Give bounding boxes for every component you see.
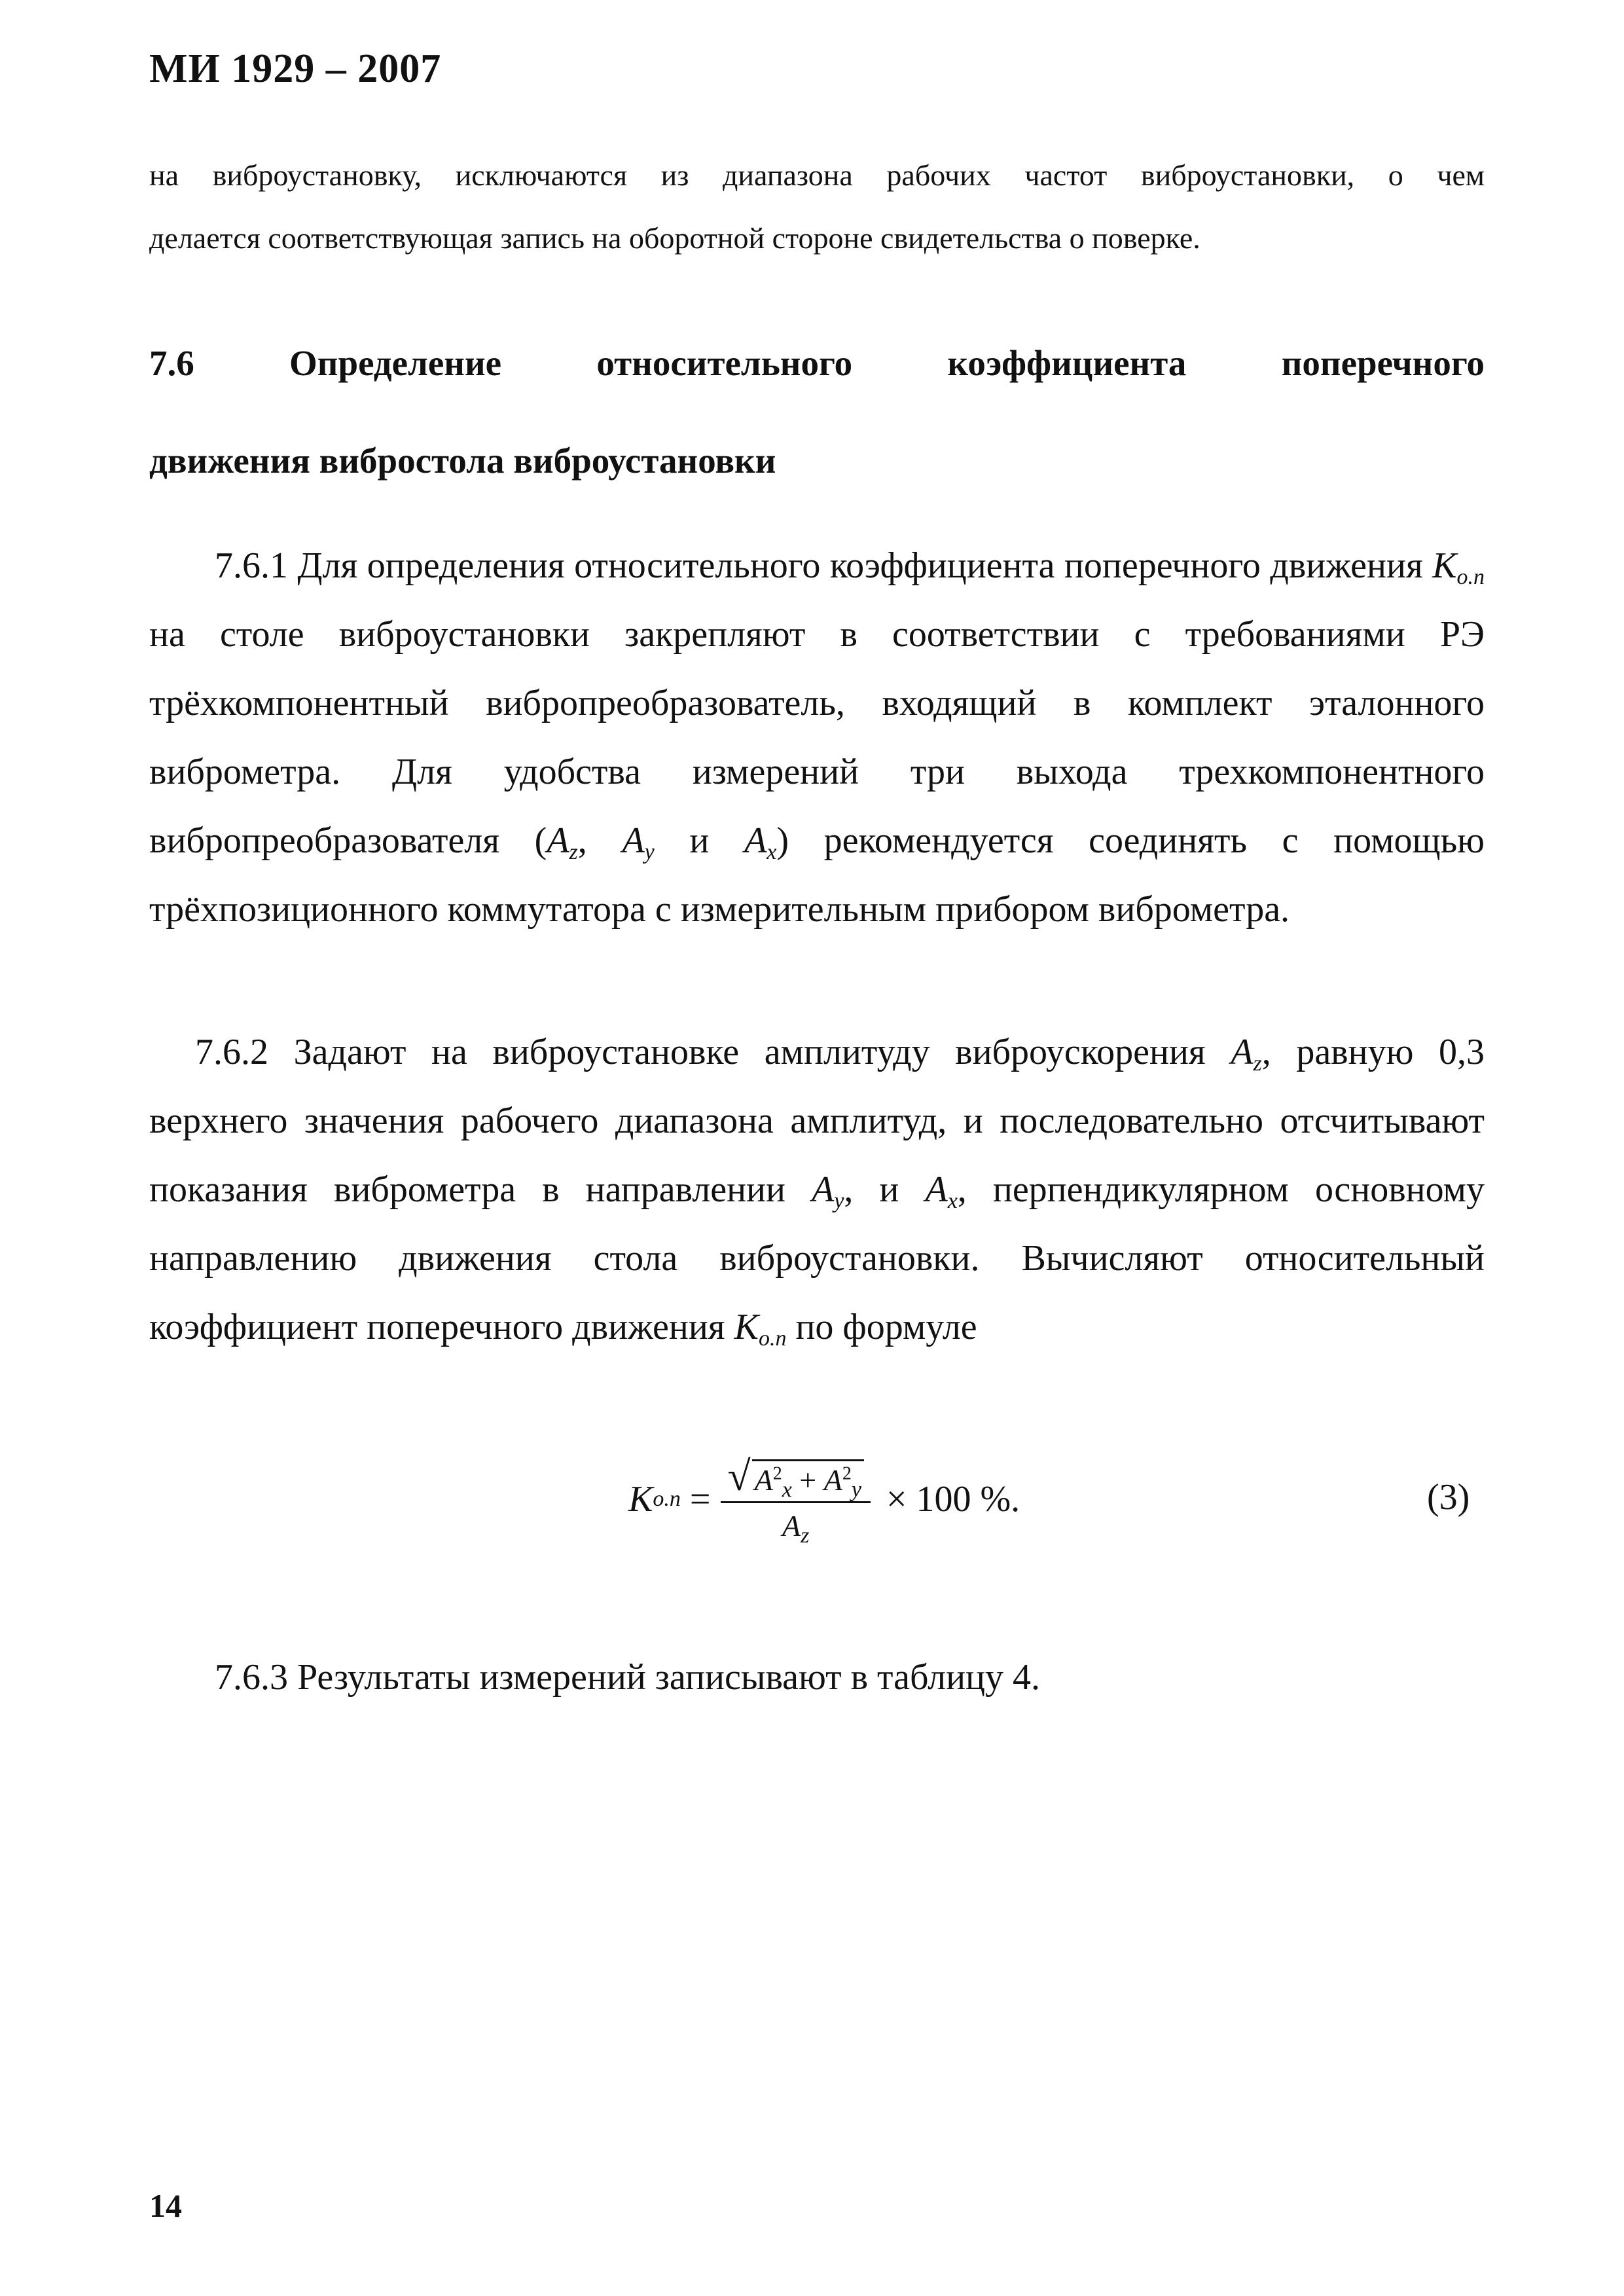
p761-sep-1: ,: [577, 820, 623, 861]
p762-sep: , и: [844, 1169, 926, 1210]
p761-sub-z: z: [569, 840, 578, 864]
paragraph-7-6-1: [149, 532, 1485, 944]
p761-text-3: ) рекомендуется соединять с помощью трёхпозиционного коммутатора с измерительным прибором виброметра.: [149, 820, 1485, 930]
formula-radicand: [752, 1459, 864, 1502]
p761-var-a-z: A: [547, 820, 569, 861]
section-heading-line1: [149, 340, 1485, 386]
formula-fraction: [721, 1453, 870, 1548]
formula-num-a-y-sup: 2: [842, 1463, 852, 1484]
p761-sep-2: и: [654, 820, 745, 861]
p761-text-1: 7.6.1 Для определения относительного коэффициента поперечного движения: [215, 545, 1433, 586]
p762-sub-y: y: [834, 1189, 844, 1213]
formula-den-var: A: [782, 1509, 801, 1542]
heading-word-3: коэффициента: [947, 343, 1187, 383]
formula-num-a-y: A: [823, 1463, 842, 1497]
paragraph-7-6-3: [149, 1643, 1485, 1712]
formula-num-a-y-sub: y: [851, 1478, 861, 1502]
continuation-line-1: на виброустановку, исключаются из диапазона рабочих частот виброустановки, о чем: [149, 158, 1485, 192]
equation-number: (3): [1427, 1477, 1470, 1518]
p762-sub-k: о.п: [758, 1326, 787, 1351]
p762-text-3: , перпендикулярном основному направлению движения стола виброустановки. Вычисляют относительный коэффициент поперечного движения: [149, 1169, 1485, 1347]
formula-multiplier: × 100 %.: [886, 1479, 1020, 1520]
p761-sub-x: x: [767, 840, 777, 864]
p761-var-k: K: [1432, 545, 1457, 586]
heading-word-2: относительного: [596, 343, 853, 383]
section-heading: [149, 340, 1485, 484]
formula-plus: +: [791, 1463, 824, 1497]
document-code: МИ 1929 – 2007: [149, 46, 442, 91]
p762-var-k: K: [734, 1307, 759, 1347]
p762-text-1: 7.6.2 Задают на виброустановке амплитуду виброускорения: [195, 1032, 1231, 1072]
section-number: 7.6: [149, 343, 194, 383]
p761-var-a-x: A: [744, 820, 767, 861]
p761-text-2: на столе виброустановки закрепляют в соответствии с требованиями РЭ трёхкомпонентный вибропреобразователь, входящий в комплект эталонного виброметра. Для удобства измерений три выхода трехкомпонентного вибропреобразователя (: [149, 614, 1485, 861]
section-heading-line2: движения вибростола виброустановки: [149, 441, 776, 481]
formula-den-sub: z: [801, 1523, 810, 1548]
p762-text-2: , равную 0,3 верхнего значения рабочего диапазона амплитуд, и последовательно отсчитывают показания виброметра в направлении: [149, 1032, 1485, 1210]
continuation-line-2: делается соответствующая запись на оборотной стороне свидетельства о поверке.: [149, 221, 1200, 255]
p762-var-a-z: A: [1231, 1032, 1254, 1072]
formula-lhs-var: K: [628, 1479, 653, 1520]
formula-num-a-x: A: [754, 1463, 773, 1497]
heading-word-4: поперечного: [1281, 343, 1485, 383]
formula-numerator: [721, 1455, 870, 1503]
p762-var-a-y: A: [812, 1169, 835, 1210]
p761-var-a-y: A: [622, 820, 645, 861]
p762-var-a-x: A: [925, 1169, 948, 1210]
p761-sub-y: y: [644, 840, 655, 864]
formula-3: K о.п = √ $A^2_x + A^2_y$ $A_z$ × 100 %.: [628, 1453, 1020, 1548]
p762-sub-x: x: [947, 1189, 958, 1213]
formula-num-a-x-sub: x: [782, 1478, 792, 1502]
p762-sub-z: z: [1253, 1051, 1262, 1076]
p761-sub-k: о.п: [1456, 565, 1485, 589]
page-number: 14: [149, 2187, 182, 2224]
formula-denominator: [782, 1503, 810, 1548]
p763-text: 7.6.3 Результаты измерений записывают в таблицу 4.: [215, 1657, 1041, 1698]
heading-word-1: Определение: [289, 343, 502, 383]
paragraph-7-6-2: [149, 1018, 1485, 1362]
formula-num-a-x-sup: 2: [772, 1463, 782, 1484]
p762-text-4: по формуле: [786, 1307, 977, 1347]
formula-equals: =: [689, 1479, 711, 1520]
sqrt-sign: √: [727, 1453, 751, 1499]
